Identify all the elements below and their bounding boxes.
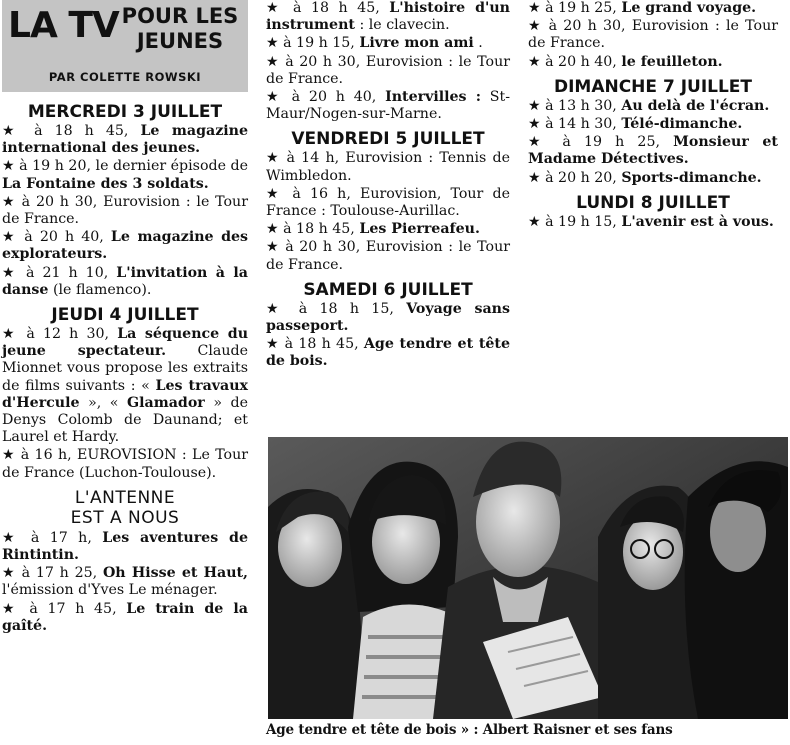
program-entry — [266, 0, 510, 34]
day-heading: SAMEDI 6 JUILLET — [303, 279, 473, 300]
program-entry — [2, 158, 248, 192]
program-entry — [266, 150, 510, 184]
program-time: à 20 h 40, — [545, 53, 617, 70]
program-entry — [528, 98, 778, 115]
program-entry — [2, 229, 248, 263]
star-icon: ★ — [266, 185, 284, 202]
program-entry — [528, 18, 778, 52]
program-title: Age tendre et tête de bois. — [266, 336, 510, 370]
star-icon: ★ — [2, 600, 20, 617]
program-time: à 20 h 30, — [548, 18, 626, 35]
program-title: Au delà de l'écran. — [621, 97, 770, 114]
program-entry — [528, 214, 778, 231]
program-time: à 13 h 30, — [545, 97, 617, 114]
program-text: », « — [88, 394, 119, 411]
masthead — [2, 0, 248, 92]
program-text: Eurovision : Tennis de Wimbledon. — [266, 150, 510, 184]
program-time: à 19 h 25, — [562, 134, 660, 151]
program-entry — [528, 0, 778, 17]
program-title: le feuilleton. — [621, 53, 723, 70]
program-entry — [266, 54, 510, 88]
column-1-body — [2, 102, 248, 635]
program-time: à 14 h 30, — [545, 116, 617, 133]
star-icon: ★ — [2, 193, 16, 210]
program-entry — [266, 221, 510, 238]
program-text: (le flamenco). — [52, 281, 152, 298]
program-time: à 18 h 15, — [298, 300, 394, 317]
program-time: à 17 h 25, — [21, 565, 98, 582]
day-heading: JEUDI 4 JUILLET — [51, 305, 199, 326]
program-time: à 20 h 30, — [285, 239, 361, 256]
program-text: St-Maur/Nogen-sur-Marne. — [266, 89, 511, 123]
program-title: Les travaux d'Hercule — [2, 377, 248, 411]
star-icon: ★ — [266, 89, 283, 106]
program-time: à 17 h 45, — [29, 600, 117, 617]
photo-caption: Age tendre et tête de bois » : Albert Raisner et ses fans — [266, 722, 673, 738]
star-icon: ★ — [2, 229, 18, 246]
program-time: à 19 h 20, — [19, 158, 91, 175]
program-time: à 12 h 30, — [26, 326, 110, 343]
photo-albert-raisner-and-fans — [268, 437, 788, 719]
photo-illustration — [268, 437, 788, 719]
program-title: Les aventures de Rintintin. — [2, 529, 248, 564]
program-title: Les Pierreafeu. — [359, 221, 480, 238]
star-icon: ★ — [266, 53, 280, 70]
program-time: à 20 h 30, — [285, 53, 361, 70]
star-icon: ★ — [528, 0, 541, 16]
program-text: EUROVISION : Le Tour de France (Luchon-Toulouse). — [2, 447, 249, 481]
program-title: Livre mon ami — [359, 35, 474, 52]
program-time: à 18 h 45, — [284, 336, 359, 353]
program-entry — [266, 35, 510, 52]
program-text: . — [478, 35, 483, 52]
star-icon: ★ — [2, 447, 16, 464]
program-title: Télé-dimanche. — [621, 116, 743, 133]
program-text: le dernier épisode de — [95, 158, 248, 175]
program-time: à 17 h, — [30, 529, 92, 546]
star-icon: ★ — [266, 300, 287, 317]
column-3 — [528, 0, 778, 232]
program-time: à 19 h 25, — [545, 0, 617, 16]
program-time: à 16 h, — [292, 185, 351, 202]
program-title: L'histoire d'un instrument — [266, 0, 510, 34]
subhead-line-1: L'ANTENNE — [74, 487, 176, 508]
program-title: Intervilles : — [385, 89, 481, 106]
program-text: » de Denys Colomb de Daunand; et Laurel et Hardy. — [2, 394, 248, 446]
section-subhead — [2, 488, 248, 528]
program-entry — [528, 54, 778, 71]
program-title: La séquence du jeune spectateur. — [2, 326, 249, 360]
program-time: à 16 h, — [20, 447, 72, 464]
program-entry — [528, 116, 778, 133]
program-title: Monsieur et Madame Détectives. — [528, 134, 778, 168]
program-time: à 18 h 45, — [293, 0, 380, 16]
star-icon: ★ — [2, 264, 19, 281]
program-entry — [266, 186, 510, 220]
column-3-body — [528, 0, 778, 231]
program-entry — [2, 565, 248, 599]
star-icon: ★ — [2, 529, 21, 546]
program-entry — [2, 530, 248, 564]
program-text: Eurovision : le Tour de France. — [2, 193, 248, 228]
star-icon: ★ — [266, 35, 279, 52]
column-1 — [2, 0, 248, 636]
program-time: à 14 h, — [286, 150, 340, 167]
masthead-title-line-1: POUR LES — [121, 4, 239, 28]
star-icon: ★ — [528, 116, 541, 133]
day-heading: VENDREDI 5 JUILLET — [291, 129, 485, 150]
masthead-byline: PAR COLETTE ROWSKI — [48, 70, 202, 84]
star-icon: ★ — [528, 18, 543, 35]
program-entry — [266, 336, 510, 370]
program-title: Le grand voyage. — [621, 0, 757, 16]
masthead-title-right — [112, 4, 248, 54]
program-time: à 19 h 15, — [545, 213, 617, 230]
program-time: à 20 h 40, — [291, 89, 377, 106]
star-icon: ★ — [266, 336, 280, 353]
program-title: La Fontaine des 3 soldats. — [2, 175, 209, 192]
program-title: L'invitation à la danse — [2, 264, 248, 298]
program-title: Le magazine international des jeunes. — [2, 123, 248, 157]
day-heading: MERCREDI 3 JUILLET — [27, 102, 223, 122]
star-icon: ★ — [528, 97, 541, 114]
program-title: Sports-dimanche. — [621, 169, 762, 186]
program-time: à 20 h 30, — [21, 193, 98, 210]
column-2 — [266, 0, 510, 372]
star-icon: ★ — [266, 221, 279, 238]
star-icon: ★ — [266, 0, 284, 16]
program-time: à 19 h 15, — [283, 35, 355, 52]
star-icon: ★ — [528, 213, 541, 230]
program-time: à 21 h 10, — [26, 264, 109, 281]
program-entry — [2, 123, 248, 157]
program-time: à 18 h 45, — [283, 221, 355, 238]
star-icon: ★ — [2, 123, 23, 139]
program-entry — [266, 239, 510, 273]
program-text: Eurovision : le Tour de France. — [266, 53, 510, 87]
program-text: Eurovision : le Tour de France. — [266, 239, 510, 273]
star-icon: ★ — [528, 134, 550, 151]
star-icon: ★ — [2, 326, 19, 343]
program-entry — [2, 194, 248, 228]
program-entry — [528, 170, 778, 187]
subhead-line-2: EST A NOUS — [70, 507, 180, 528]
program-title: Voyage sans passeport. — [266, 300, 510, 335]
star-icon: ★ — [2, 158, 15, 175]
star-icon: ★ — [528, 53, 541, 70]
program-title: Oh Hisse et Haut, — [102, 565, 249, 582]
star-icon: ★ — [528, 169, 541, 186]
program-time: à 20 h 40, — [24, 229, 104, 246]
program-title: Le train de la gaîté. — [2, 600, 248, 634]
program-entry — [266, 301, 510, 335]
program-entry — [2, 265, 248, 299]
program-entry — [528, 134, 778, 168]
program-time: à 20 h 20, — [545, 169, 617, 186]
program-title: Glamador — [127, 394, 205, 411]
program-entry — [2, 326, 248, 446]
star-icon: ★ — [266, 150, 281, 167]
program-entry — [2, 447, 248, 481]
program-text: Claude Mionnet vous propose les extraits de films suivants : « — [2, 343, 248, 394]
star-icon: ★ — [266, 239, 280, 256]
program-entry — [266, 89, 510, 123]
star-icon: ★ — [2, 565, 16, 582]
program-title: L'avenir est à vous. — [621, 213, 774, 230]
column-2-body — [266, 0, 510, 371]
day-heading: DIMANCHE 7 JUILLET — [553, 76, 753, 97]
program-text: : le clavecin. — [359, 17, 450, 34]
program-time: à 18 h 45, — [34, 123, 129, 139]
program-text: Eurovision, Tour de France : Toulouse-Aurillac. — [266, 185, 510, 220]
program-entry — [2, 601, 248, 635]
day-heading: LUNDI 8 JUILLET — [576, 192, 730, 213]
program-title: Le magazine des explorateurs. — [2, 229, 249, 263]
masthead-title-line-2: JEUNES — [136, 29, 224, 53]
masthead-title-tv: LA TV — [8, 5, 119, 46]
program-text: Eurovision : le Tour de France. — [528, 18, 778, 52]
program-text: l'émission d'Yves Le ménager. — [2, 582, 218, 599]
